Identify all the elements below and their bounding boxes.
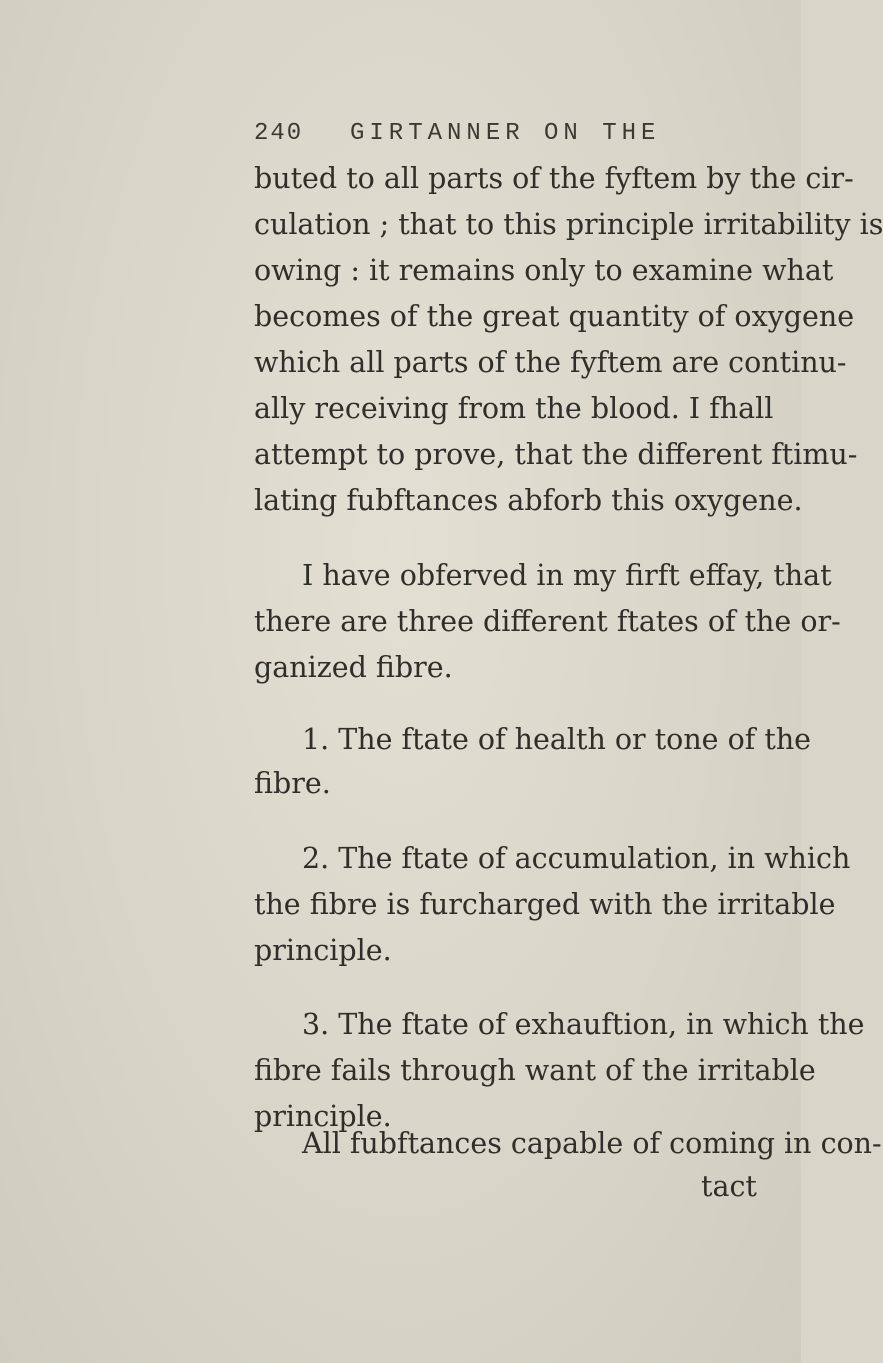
- text-line: buted to all parts of the fyftem by the cir-: [254, 162, 854, 195]
- text-line: the fibre is furcharged with the irritable: [254, 888, 836, 921]
- text-line: attempt to prove, that the different ftimu-: [254, 438, 858, 471]
- text-line: principle.: [254, 1100, 392, 1133]
- text-line: there are three different ftates of the or-: [254, 605, 841, 638]
- running-title: GIRTANNER ON THE: [350, 120, 661, 147]
- list-item-1: 1. The ftate of health or tone of the: [302, 723, 812, 756]
- text-line: I have obferved in my firft effay, that: [302, 559, 832, 592]
- list-item-2: 2. The ftate of accumulation, in which: [302, 842, 851, 875]
- text-line: fibre.: [254, 767, 331, 800]
- text-line: fibre fails through want of the irritable: [254, 1054, 816, 1087]
- text-line: ally receiving from the blood. I fhall: [254, 392, 774, 425]
- text-line: owing : it remains only to examine what: [254, 254, 834, 287]
- text-line: lating fubftances abforb this oxygene.: [254, 484, 803, 517]
- catchword: tact: [701, 1170, 757, 1203]
- text-line: principle.: [254, 934, 392, 967]
- text-line: ganized fibre.: [254, 651, 453, 684]
- list-item-3: 3. The ftate of exhauftion, in which the: [302, 1008, 865, 1041]
- page-number: 240: [254, 120, 304, 147]
- text-line: All fubftances capable of coming in con-: [302, 1127, 882, 1160]
- text-line: which all parts of the fyftem are continu-: [254, 346, 847, 379]
- text-line: culation ; that to this principle irritability is: [254, 208, 883, 241]
- text-line: becomes of the great quantity of oxygene: [254, 300, 855, 333]
